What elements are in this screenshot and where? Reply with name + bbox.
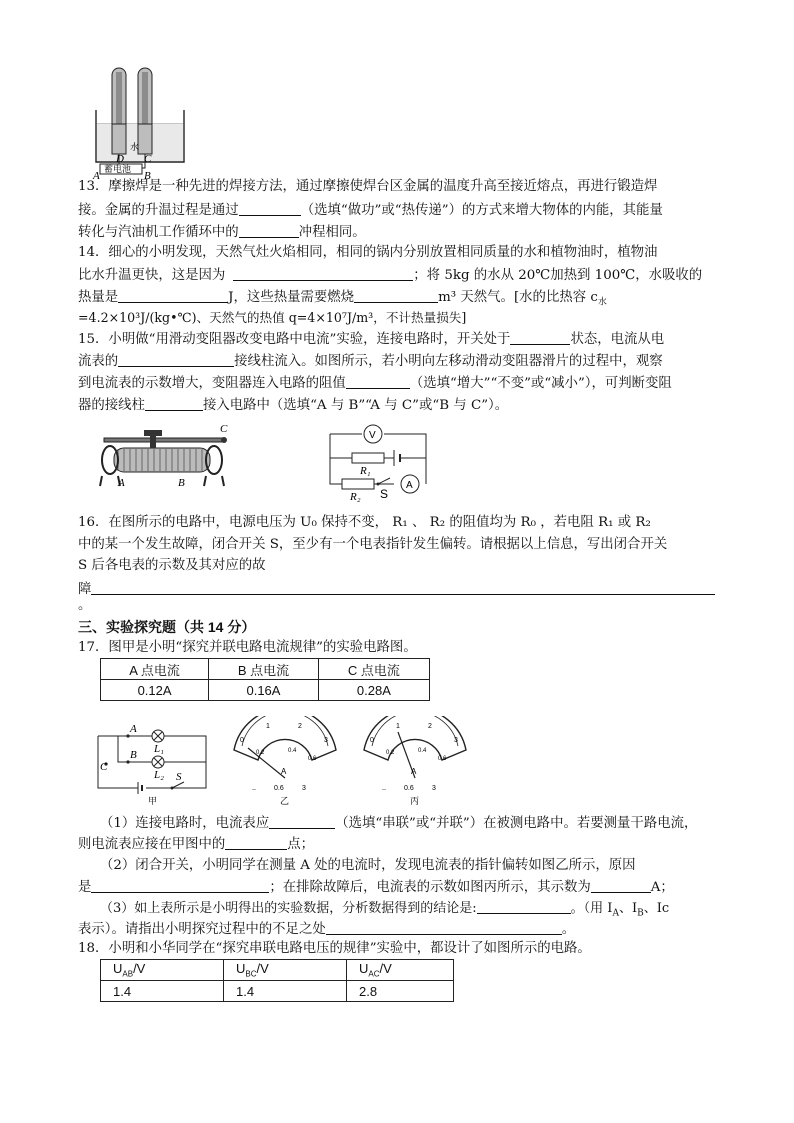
q17-blank3[interactable] (91, 878, 269, 893)
switch-icon (378, 478, 390, 484)
q17-p1-line2: 则电流表应接在甲图中的 点； (78, 837, 315, 852)
q16-blank[interactable] (91, 580, 715, 595)
q14-sub-water: 水 (597, 297, 607, 308)
q15-line1: 15．小明做“用滑动变阻器改变电路中电流”实验，连接电路时，开关处于 状态，电流从电 (78, 332, 665, 347)
yi-tick-2: 2 (298, 723, 302, 730)
q18-header-ubc: $U_{BC}/V$ (224, 960, 347, 981)
label-a: A (93, 170, 100, 180)
ammeter-bing (358, 716, 472, 810)
parallel-circuit-jia (92, 714, 212, 808)
rheostat-label-c: C (220, 423, 228, 435)
q17-blank2[interactable] (225, 835, 287, 850)
bing-term-3: 3 (432, 785, 436, 792)
q17-sub-b: B (637, 908, 644, 919)
svg-text:_: _ (382, 781, 386, 790)
q17-sub-a: A (612, 908, 619, 919)
voltmeter-label: V (369, 430, 376, 441)
q17-header-b: B 点电流 (209, 659, 319, 680)
rheostat-coil (114, 448, 210, 472)
q18-value-uac: 2.8 (347, 981, 454, 1002)
bing-tick-3: 3 (454, 737, 458, 744)
q17-value-a: 0.12A (101, 680, 209, 701)
q17-p3-line1: （3）如上表所示是小明得出的实验数据，分析数据得到的结论是: 。（用 $I_A$、$I_B$、Ic (100, 901, 670, 919)
q14-blank1[interactable] (233, 266, 413, 281)
q14-blank2[interactable] (118, 288, 228, 303)
q16-line5: 。 (78, 598, 92, 613)
bing-tick-02: 0.2 (386, 750, 395, 756)
label-b: B (144, 170, 151, 180)
q17-p1-line1: （1）连接电路时，电流表应 （选填“串联”或“并联”）在被测电路中。若要测量干路电流， (100, 816, 698, 831)
q17-p2-line2: 是 ；在排除故障后，电流表的示数如图丙所示，其示数为 A； (78, 880, 674, 895)
yi-needle (248, 748, 285, 778)
q17-p3-line2: 表示）。请指出小明探究过程中的不足之处 。 (78, 922, 576, 937)
q13-line2: 接。金属的升温过程是通过 （选填“做功”或“热传递”）的方式来增大物体的内能，其能量 (78, 203, 663, 218)
q16-line2: 中的某一个发生故障，闭合开关 S，至少有一个电表指针发生偏转。请根据以上信息，写出闭合开关 (78, 537, 668, 552)
q17-table (100, 658, 430, 701)
q13-line3: 转化与汽油机工作循环中的 冲程相同。 (78, 225, 366, 240)
q16-line4: 障 (78, 580, 715, 599)
label-r2: R₂ (350, 491, 361, 502)
section-title: 三、实验探究题（共 14 分） (78, 619, 256, 635)
q13-blank2[interactable] (239, 223, 299, 238)
svg-text:_: _ (252, 781, 256, 790)
q17-intro: 17．图甲是小明“探究并联电路电流规律”的实验电路图。 (78, 640, 417, 655)
yi-term-3: 3 (302, 785, 306, 792)
bing-tick-06: 0.6 (438, 756, 447, 762)
bing-tick-04: 0.4 (418, 748, 427, 754)
q14-blank3[interactable] (354, 288, 438, 303)
jia-label-b: B (130, 749, 137, 761)
bing-tick-2: 2 (428, 723, 432, 730)
bing-caption: 丙 (410, 797, 420, 807)
q17-blank6[interactable] (326, 920, 562, 935)
yi-tick-02: 0.2 (256, 750, 265, 756)
bing-unit: A (411, 767, 417, 776)
jia-label-c: C (100, 761, 108, 773)
q15-blank3[interactable] (346, 374, 410, 389)
label-c: C (144, 153, 152, 165)
q18-header-uab: $U_{AB}/V$ (101, 960, 224, 981)
circuit-figure-16 (322, 420, 434, 502)
q17-value-c: 0.28A (318, 680, 429, 701)
q18-value-uab: 1.4 (101, 981, 224, 1002)
q17-value-b: 0.16A (209, 680, 319, 701)
q14-line4: =4.2×10³J/(kg•℃)、天然气的热值 q=4×10⁷J/m³，不计热量损失] (78, 310, 467, 325)
q18-header-uac: $U_{AC}/V$ (347, 960, 454, 981)
q15-blank1[interactable] (510, 330, 570, 345)
battery-label: 蓄电池 (104, 164, 132, 174)
q17-blank5[interactable] (477, 899, 571, 914)
q17-blank1[interactable] (269, 814, 335, 829)
yi-caption: 乙 (280, 797, 290, 807)
q15-blank4[interactable] (145, 396, 203, 411)
rheostat-figure (96, 422, 236, 492)
yi-unit: A (281, 767, 287, 776)
q17-blank4[interactable] (591, 878, 651, 893)
jia-label-l2: L₂ (154, 769, 164, 781)
yi-term-06: 0.6 (274, 785, 284, 792)
jia-label-a: A (130, 723, 137, 735)
jia-label-s: S (176, 771, 182, 783)
q14-line2: 比水升温更快，这是因为 ；将 5kg 的水从 20℃加热到 100℃，水吸收的 (78, 268, 703, 283)
q17-header-c: C 点电流 (318, 659, 429, 680)
yi-tick-3: 3 (324, 737, 328, 744)
jia-caption: 甲 (148, 797, 158, 807)
label-d: D (116, 153, 124, 165)
q18-intro: 18．小明和小华同学在“探究串联电路电压的规律”实验中，都设计了如图所示的电路。 (78, 941, 591, 956)
q13-blank1[interactable] (239, 201, 301, 216)
q15-line4: 器的接线柱 接入电路中（选填“A 与 B”“A 与 C”或“B 与 C”）。 (78, 398, 509, 413)
yi-tick-1: 1 (266, 723, 270, 730)
q15-line2: 流表的 接线柱流入。如图所示，若小明向左移动滑动变阻器滑片的过程中，观察 (78, 354, 663, 369)
resistor-r2 (342, 479, 374, 489)
rheostat-label-a: A (118, 477, 125, 489)
q14-line3: 热量是 J，这些热量需要燃烧 m³ 天然气。[水的比热容 $c_水$ (78, 290, 607, 308)
q16-line3: S 后各电表的示数及其对应的故 (78, 558, 266, 573)
yi-tick-04: 0.4 (288, 748, 297, 754)
bing-tick-0: 0 (370, 737, 374, 744)
water-label: 水 (130, 143, 140, 153)
q17-header-a: A 点电流 (101, 659, 209, 680)
resistor-r1 (352, 453, 384, 463)
q15-blank2[interactable] (118, 352, 234, 367)
q18-value-ubc: 1.4 (224, 981, 347, 1002)
rheostat-rod (104, 438, 224, 442)
q14-line1: 14．细心的小明发现，天然气灶火焰相同，相同的锅内分别放置相同质量的水和植物油时，植物油 (78, 245, 658, 260)
bing-tick-1: 1 (396, 723, 400, 730)
q16-line1: 16．在图所示的电路中，电源电压为 U₀ 保持不变， R₁ 、 R₂ 的阻值均为 R₀ ，若电阻 R₁ 或 R₂ (78, 515, 651, 530)
rheostat-label-b: B (178, 477, 185, 489)
label-r1: R₁ (360, 465, 371, 477)
yi-tick-06: 0.6 (308, 756, 317, 762)
label-s: S (380, 487, 389, 501)
q17-p2-line1: （2）闭合开关，小明同学在测量 A 处的电流时，发现电流表的指针偏转如图乙所示，原因 (100, 858, 636, 873)
q15-line3: 到电流表的示数增大，变阻器连入电路的阻值 （选填“增大”“不变”或“减小”），可判断变阻 (78, 376, 672, 391)
ammeter-yi (228, 716, 342, 810)
q13-line1: 13．摩擦焊是一种先进的焊接方法，通过摩擦使焊台区金属的温度升高至接近熔点，再进行锻造焊 (78, 179, 658, 194)
bing-term-06: 0.6 (404, 785, 414, 792)
ammeter-label: A (406, 480, 413, 491)
q18-table (100, 959, 454, 1002)
yi-tick-0: 0 (240, 737, 244, 744)
electrolysis-figure (92, 64, 192, 180)
jia-label-l1: L₁ (154, 743, 164, 755)
